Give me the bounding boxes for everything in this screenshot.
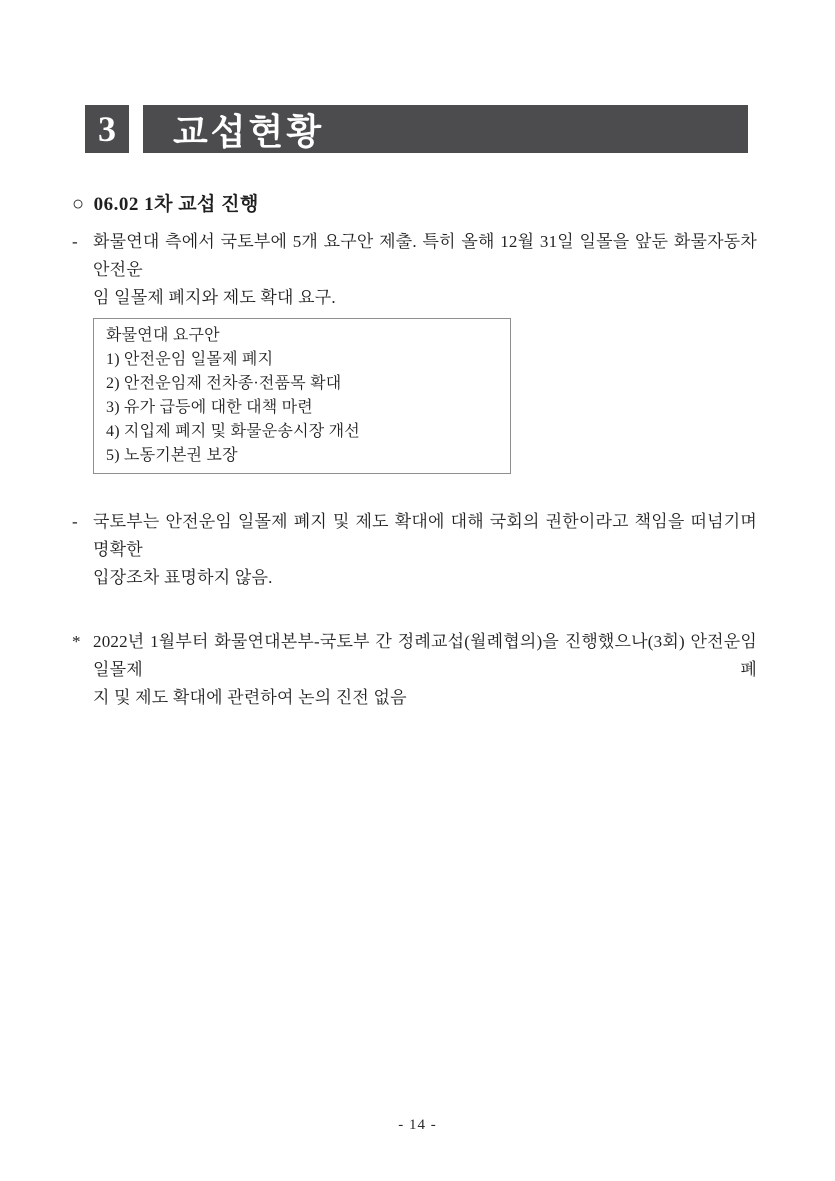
demand-item: 3) 유가 급등에 대한 대책 마련 <box>106 399 313 416</box>
paragraph-line: 국토부는 안전운임 일몰제 폐지 및 제도 확대에 대해 국회의 권한이라고 책임을 떠넘기며 명확한 <box>93 512 757 559</box>
page-number: - 14 - <box>398 1117 437 1133</box>
section-number: 3 <box>98 109 116 149</box>
paragraph-line: 지 및 제도 확대에 관련하여 논의 진전 없음 <box>93 688 407 707</box>
demand-list-box <box>93 318 511 474</box>
document-body <box>72 0 757 712</box>
subsection-heading-text: 06.02 1차 교섭 진행 <box>93 194 259 215</box>
dash-marker: - <box>72 512 78 531</box>
paragraph-text <box>93 508 757 592</box>
paragraph-text <box>93 228 757 312</box>
circle-bullet-icon: ○ <box>72 193 85 215</box>
paragraph-line: 임 일몰제 폐지와 제도 확대 요구. <box>93 288 336 307</box>
paragraph-footnote <box>72 628 757 712</box>
demand-box-title: 화물연대 요구안 <box>106 327 220 344</box>
demand-item: 4) 지입제 폐지 및 화물운송시장 개선 <box>106 423 360 440</box>
demand-item: 5) 노동기본권 보장 <box>106 447 238 464</box>
paragraph-line: 화물연대 측에서 국토부에 5개 요구안 제출. 특히 올해 12월 31일 일몰을 앞둔 화물자동차 안전운 <box>93 232 757 279</box>
demand-item: 2) 안전운임제 전차종·전품목 확대 <box>106 375 342 392</box>
demand-item: 1) 안전운임 일몰제 폐지 <box>106 351 274 368</box>
paragraph-line: 입장조차 표명하지 않음. <box>93 568 273 587</box>
subsection-heading <box>72 191 757 218</box>
paragraph-text <box>93 628 757 712</box>
asterisk-marker: * <box>72 632 81 651</box>
paragraph-ministry-response <box>72 508 757 592</box>
section-title: 교섭현황 <box>173 111 325 152</box>
paragraph-line: 2022년 1월부터 화물연대본부-국토부 간 정례교섭(월례협의)을 진행했으나(3회) 안전운임 일몰제 폐 <box>93 632 757 679</box>
dash-marker: - <box>72 232 78 251</box>
paragraph-demands-submitted <box>72 228 757 312</box>
